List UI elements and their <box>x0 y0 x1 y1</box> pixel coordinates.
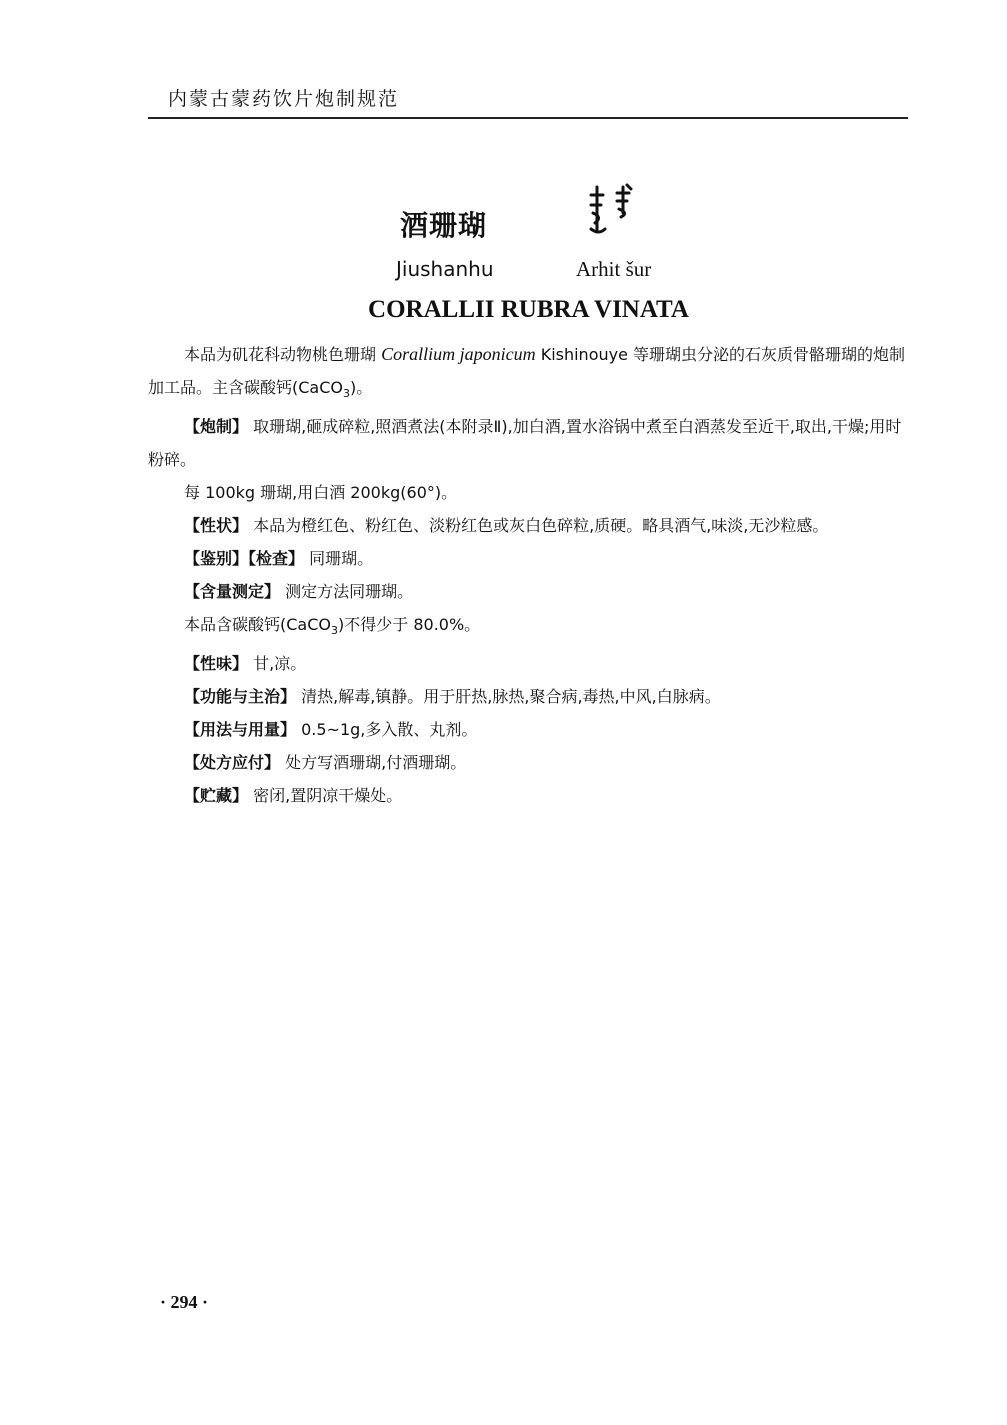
assay-req-text-b: )不得少于 80.0%。 <box>338 615 481 635</box>
assay-requirement-paragraph <box>148 608 910 647</box>
taste-text: 甘,凉。 <box>253 654 307 674</box>
properties-text: 本品为橙红色、粉红色、淡粉红色或灰白色碎粒,质硬。略具酒气,味淡,无沙粒感。 <box>253 516 829 536</box>
identification-paragraph <box>148 542 910 575</box>
ratio-paragraph: 每 100kg 珊瑚,用白酒 200kg(60°)。 <box>184 483 458 503</box>
function-label: 【功能与主治】 <box>184 687 297 707</box>
prescription-text: 处方写酒珊瑚,付酒珊瑚。 <box>285 753 467 773</box>
assay-subscript: 3 <box>331 624 338 638</box>
usage-label: 【用法与用量】 <box>184 720 297 740</box>
taste-label: 【性味】 <box>184 654 249 674</box>
latin-title: CORALLII RUBRA VINATA <box>368 296 689 323</box>
mongolian-transliteration: Arhit šur <box>576 257 652 281</box>
prescription-paragraph <box>148 746 910 779</box>
storage-text: 密闭,置阴凉干燥处。 <box>253 786 403 806</box>
identification-label: 【鉴别】 <box>184 549 249 569</box>
properties-label: 【性状】 <box>184 516 249 536</box>
check-label: 【检查】 <box>248 549 305 569</box>
assay-label: 【含量测定】 <box>184 582 281 602</box>
intro-paragraph <box>148 338 910 410</box>
intro-text-b: Kishinouye 等珊瑚虫分泌的石灰质骨骼珊瑚的炮制加工品。主含碳酸钙(CaCO <box>148 345 906 397</box>
processing-label: 【炮制】 <box>184 417 249 437</box>
intro-text-a: 本品为矶花科动物桃色珊瑚 <box>184 345 382 364</box>
mongolian-script-title <box>583 183 643 237</box>
properties-paragraph <box>148 509 910 542</box>
header-rule <box>148 117 908 119</box>
function-text: 清热,解毒,镇静。用于肝热,脉热,聚合病,毒热,中风,白脉病。 <box>301 687 721 707</box>
page-number: · 294 · <box>160 1292 209 1312</box>
monograph-body <box>148 338 910 812</box>
assay-paragraph <box>148 575 910 608</box>
entry-title-chinese: 酒珊瑚 <box>400 209 488 242</box>
function-paragraph <box>148 680 910 713</box>
species-name: Corallium japonicum <box>381 344 536 364</box>
assay-text: 测定方法同珊瑚。 <box>285 582 414 602</box>
pinyin-name: Jiushanhu <box>396 257 494 281</box>
intro-text-c: )。 <box>350 378 373 397</box>
usage-paragraph <box>148 713 910 746</box>
storage-label: 【贮藏】 <box>184 786 249 806</box>
identification-text: 同珊瑚。 <box>309 549 374 569</box>
usage-text: 0.5~1g,多入散、丸剂。 <box>301 720 478 740</box>
processing-paragraph <box>148 410 910 476</box>
intro-subscript: 3 <box>343 387 350 401</box>
running-header: 内蒙古蒙药饮片炮制规范 <box>168 88 400 110</box>
assay-req-text-a: 本品含碳酸钙(CaCO <box>184 615 331 635</box>
processing-text: 取珊瑚,砸成碎粒,照酒煮法(本附录Ⅱ),加白酒,置水浴锅中煮至白酒蒸发至近干,取出,干燥;用时粉碎。 <box>148 417 902 470</box>
taste-paragraph <box>148 647 910 680</box>
storage-paragraph <box>148 779 910 812</box>
prescription-label: 【处方应付】 <box>184 753 281 773</box>
